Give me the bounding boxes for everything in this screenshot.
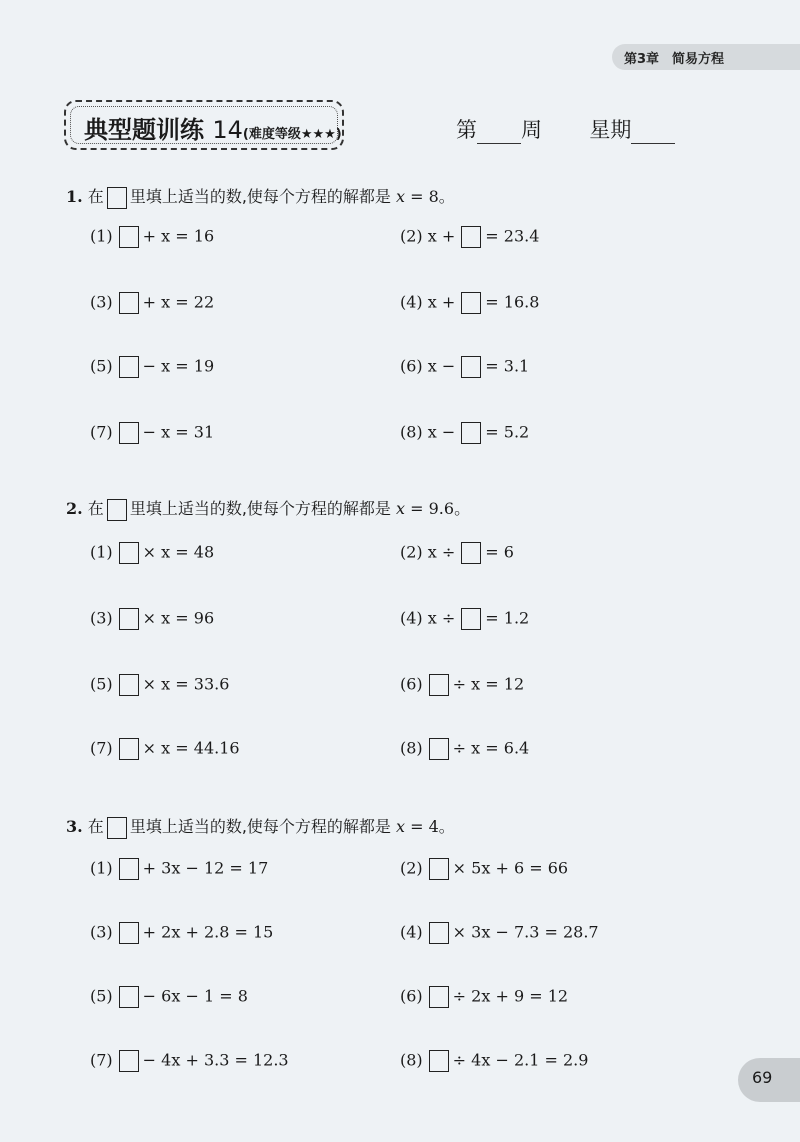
equation-3-6: (6) ÷ 2x + 9 = 12	[400, 986, 568, 1008]
answer-box[interactable]	[429, 674, 449, 696]
equation-1-6: (6) x − = 3.1	[400, 356, 529, 378]
answer-box[interactable]	[119, 922, 139, 944]
answer-box[interactable]	[119, 986, 139, 1008]
sample-box	[107, 499, 127, 521]
equation-3-4: (4) × 3x − 7.3 = 28.7	[400, 922, 599, 944]
answer-box[interactable]	[429, 986, 449, 1008]
answer-box[interactable]	[429, 738, 449, 760]
equation-3-7: (7) − 4x + 3.3 = 12.3	[90, 1050, 289, 1072]
answer-box[interactable]	[461, 422, 481, 444]
answer-box[interactable]	[461, 292, 481, 314]
answer-box[interactable]	[119, 542, 139, 564]
sample-box	[107, 817, 127, 839]
answer-box[interactable]	[461, 608, 481, 630]
equation-3-5: (5) − 6x − 1 = 8	[90, 986, 248, 1008]
equation-3-8: (8) ÷ 4x − 2.1 = 2.9	[400, 1050, 588, 1072]
answer-box[interactable]	[461, 542, 481, 564]
equation-1-2: (2) x + = 23.4	[400, 226, 539, 248]
question-2-prompt: 2. 在 里填上适当的数,使每个方程的解都是 x = 9.6。	[66, 496, 470, 521]
equation-1-3: (3) + x = 22	[90, 292, 214, 314]
week-day-line	[456, 114, 675, 144]
equation-1-5: (5) − x = 19	[90, 356, 214, 378]
equation-2-2: (2) x ÷ = 6	[400, 542, 514, 564]
answer-box[interactable]	[119, 1050, 139, 1072]
answer-box[interactable]	[429, 922, 449, 944]
answer-box[interactable]	[461, 226, 481, 248]
weekday-blank[interactable]	[631, 123, 675, 144]
equation-3-1: (1) + 3x − 12 = 17	[90, 858, 268, 880]
page-number: 69	[752, 1068, 773, 1087]
equation-3-2: (2) × 5x + 6 = 66	[400, 858, 568, 880]
answer-box[interactable]	[119, 858, 139, 880]
equation-2-8: (8) ÷ x = 6.4	[400, 738, 529, 760]
title-number: 14	[212, 116, 243, 144]
answer-box[interactable]	[429, 858, 449, 880]
equation-2-4: (4) x ÷ = 1.2	[400, 608, 529, 630]
week-label-zhou: 周	[521, 118, 542, 142]
answer-box[interactable]	[119, 674, 139, 696]
answer-box[interactable]	[461, 356, 481, 378]
page-title	[84, 110, 342, 145]
question-3-prompt: 3. 在 里填上适当的数,使每个方程的解都是 x = 4。	[66, 814, 455, 839]
equation-2-5: (5) × x = 33.6	[90, 674, 229, 696]
answer-box[interactable]	[119, 226, 139, 248]
chapter-header: 第3章 简易方程	[624, 52, 725, 67]
equation-2-1: (1) × x = 48	[90, 542, 214, 564]
equation-3-3: (3) + 2x + 2.8 = 15	[90, 922, 273, 944]
equation-1-4: (4) x + = 16.8	[400, 292, 539, 314]
week-blank[interactable]	[477, 123, 521, 144]
answer-box[interactable]	[119, 608, 139, 630]
sample-box	[107, 187, 127, 209]
week-label-di: 第	[456, 118, 477, 142]
weekday-label: 星期	[589, 118, 632, 142]
equation-1-1: (1) + x = 16	[90, 226, 214, 248]
equation-2-3: (3) × x = 96	[90, 608, 214, 630]
answer-box[interactable]	[119, 422, 139, 444]
question-1-prompt: 1. 在 里填上适当的数,使每个方程的解都是 x = 8。	[66, 184, 455, 209]
answer-box[interactable]	[429, 1050, 449, 1072]
answer-box[interactable]	[119, 356, 139, 378]
title-text: 典型题训练	[84, 116, 204, 144]
equation-2-6: (6) ÷ x = 12	[400, 674, 524, 696]
equation-2-7: (7) × x = 44.16	[90, 738, 240, 760]
answer-box[interactable]	[119, 292, 139, 314]
equation-1-8: (8) x − = 5.2	[400, 422, 529, 444]
equation-1-7: (7) − x = 31	[90, 422, 214, 444]
answer-box[interactable]	[119, 738, 139, 760]
difficulty-label: (难度等级★★★)	[242, 127, 342, 142]
